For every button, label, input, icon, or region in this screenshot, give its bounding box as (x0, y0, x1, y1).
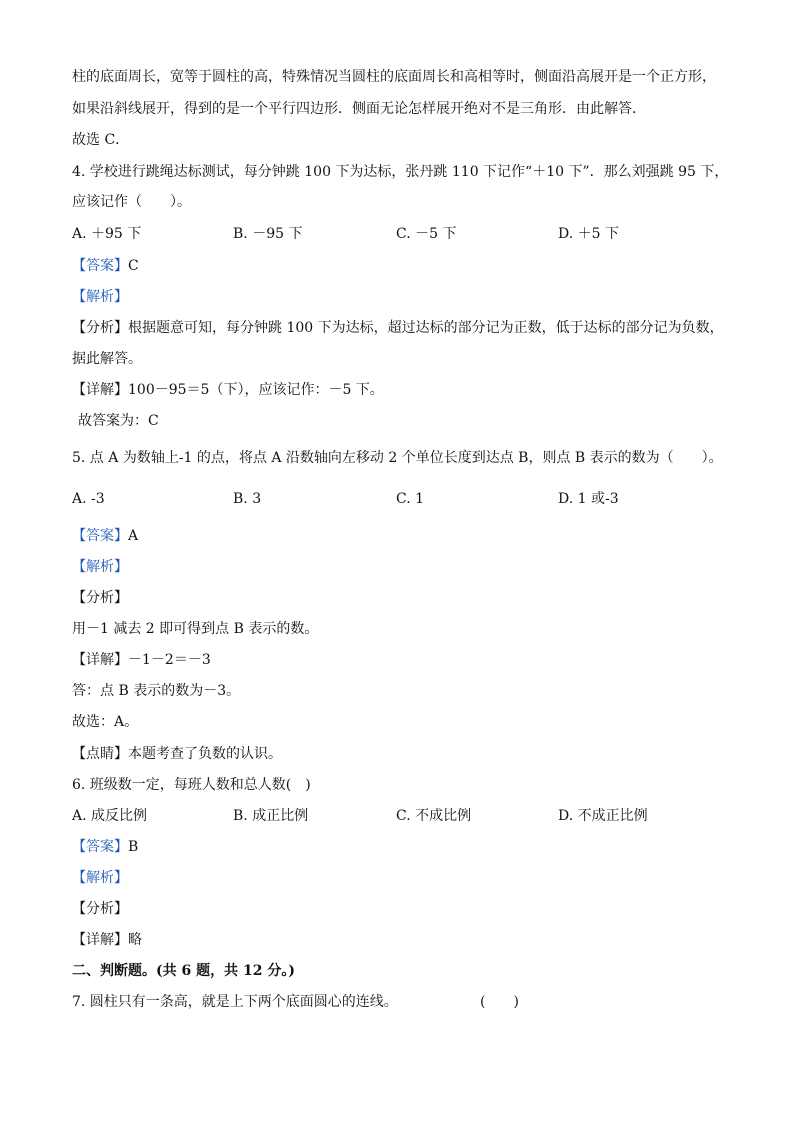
comment-text: 本题考查了负数的认识。 (128, 746, 282, 762)
reply-line: 答：点 B 表示的数为－3。 (72, 683, 241, 699)
detail-tag: 【详解】 (72, 382, 128, 398)
question-6-stem: 6. 班级数一定，每班人数和总人数( ) (72, 777, 311, 793)
fenxi-text: 根据题意可知，每分钟跳 100 下为达标，超过达标的部分记为正数，低于达标的部分记为负数， (128, 320, 724, 336)
question-4-option-a: A. ＋95 下 (72, 226, 142, 242)
fenxi-tag: 【分析】 (72, 590, 128, 606)
comment-line (72, 745, 282, 763)
section-heading: 二、判断题。(共 6 题，共 12 分。) (72, 963, 295, 979)
detail-text: －1－2＝－3 (128, 652, 211, 668)
answer-line (72, 838, 138, 856)
question-7-stem: 7. 圆柱只有一条高，就是上下两个底面圆心的连线。 (72, 994, 398, 1010)
question-6-option-d: D. 不成正比例 (558, 808, 648, 824)
text-line: 故选 C． (72, 132, 130, 148)
question-6-option-c: C. 不成比例 (396, 808, 472, 824)
detail-tag: 【详解】 (72, 652, 128, 668)
fenxi-line (72, 319, 724, 337)
text-line: 如果沿斜线展开，得到的是一个平行四边形．侧面无论怎样展开绝对不是三角形．由此解答． (72, 101, 646, 117)
question-4-option-d: D. ＋5 下 (558, 226, 619, 242)
answer-tag: 【答案】 (72, 839, 128, 855)
analysis-tag: 【解析】 (72, 870, 128, 886)
fenxi-tag: 【分析】 (72, 320, 128, 336)
conclusion-line: 故选：A。 (72, 714, 139, 730)
answer-line (72, 257, 139, 275)
analysis-tag: 【解析】 (72, 289, 128, 305)
answer-value: C (128, 258, 139, 274)
question-4-option-b: B. －95 下 (233, 226, 303, 242)
detail-text: 略 (128, 932, 142, 948)
question-6-option-b: B. 成正比例 (233, 808, 309, 824)
question-5-option-a: A. -3 (72, 491, 105, 507)
comment-tag: 【点睛】 (72, 746, 128, 762)
question-5-option-c: C. 1 (396, 491, 425, 507)
detail-line (72, 931, 142, 949)
question-4-stem-cont: 应该记作（ ）。 (72, 194, 191, 210)
detail-text: 100－95＝5（下），应该记作：－5 下。 (128, 382, 384, 398)
answer-line (72, 527, 138, 545)
detail-line (72, 651, 211, 669)
question-5-stem: 5. 点 A 为数轴上-1 的点，将点 A 沿数轴向左移动 2 个单位长度到达点 B，则点 B 表示的数为（ ）。 (72, 450, 723, 466)
question-4-stem: 4. 学校进行跳绳达标测试，每分钟跳 100 下为达标，张丹跳 110 下记作“＋10 下”．那么刘强跳 95 下， (72, 164, 729, 180)
question-5-option-d: D. 1 或-3 (558, 491, 619, 507)
fenxi-tag: 【分析】 (72, 901, 128, 917)
detail-line (72, 381, 384, 399)
detail-tag: 【详解】 (72, 932, 128, 948)
analysis-tag: 【解析】 (72, 559, 128, 575)
answer-tag: 【答案】 (72, 258, 128, 274)
question-6-option-a: A. 成反比例 (72, 808, 148, 824)
fenxi-text-cont: 据此解答。 (72, 351, 142, 367)
answer-tag: 【答案】 (72, 528, 128, 544)
question-7-answer-blank: ( ) (480, 994, 519, 1010)
answer-value: B (128, 839, 139, 855)
question-5-option-b: B. 3 (233, 491, 262, 507)
answer-value: A (128, 528, 139, 544)
question-4-option-c: C. －5 下 (396, 226, 457, 242)
text-line: 柱的底面周长，宽等于圆柱的高，特殊情况当圆柱的底面周长和高相等时，侧面沿高展开是一个正方形， (72, 69, 716, 85)
fenxi-text: 用－1 减去 2 即可得到点 B 表示的数。 (72, 621, 319, 637)
conclusion-line: 故答案为：C (78, 413, 159, 429)
